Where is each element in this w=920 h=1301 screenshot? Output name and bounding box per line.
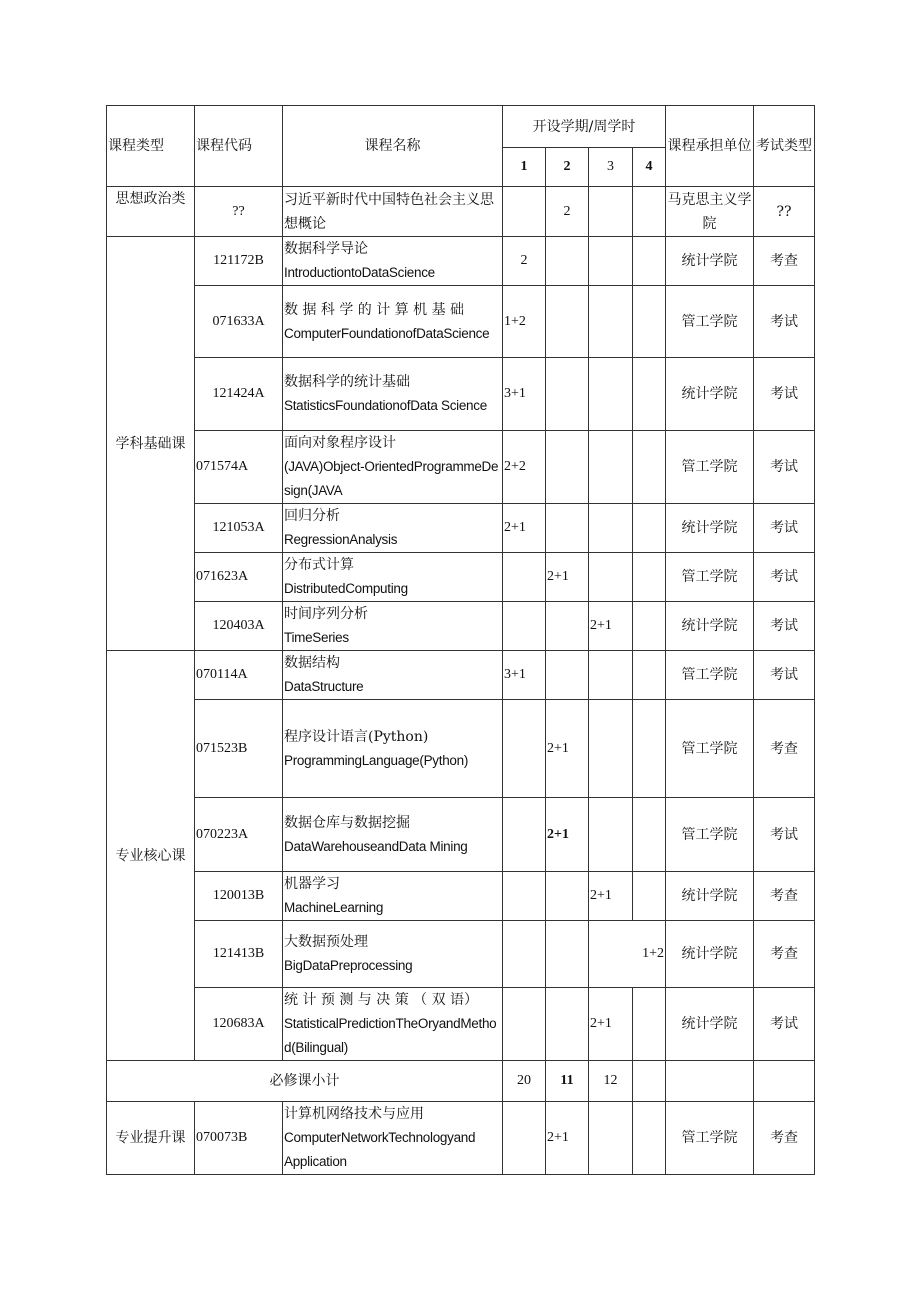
sem3-hours	[589, 286, 633, 358]
header-sem-2: 2	[546, 148, 589, 187]
table-row	[107, 988, 815, 1061]
sem1-hours: 2+2	[503, 431, 546, 504]
unit: 统计学院	[666, 358, 754, 431]
table-row	[107, 921, 815, 988]
category-basic: 学科基础课	[107, 237, 195, 651]
header-sem-4: 4	[633, 148, 666, 187]
course-code: 070073B	[195, 1102, 283, 1175]
course-name: 大数据预处理 BigDataPreprocessing	[283, 921, 503, 988]
exam-type: ??	[754, 187, 815, 237]
table-row	[107, 187, 815, 237]
sem2-hours: 2+1	[546, 553, 589, 602]
sem1-hours: 2	[503, 237, 546, 286]
sem2-hours: 2	[546, 187, 589, 237]
category-politics: 思想政治类	[107, 187, 195, 237]
sem2-hours	[546, 431, 589, 504]
exam-type: 考试	[754, 358, 815, 431]
sem4-hours	[633, 504, 666, 553]
unit: 马克思主义学院	[666, 187, 754, 237]
course-code: 120013B	[195, 872, 283, 921]
sem3-hours: 2+1	[589, 602, 633, 651]
course-name: 计算机网络技术与应用 ComputerNetworkTechnologyand Application	[283, 1102, 503, 1175]
exam-type: 考试	[754, 988, 815, 1061]
sem2-hours	[546, 286, 589, 358]
sem3-hours	[589, 187, 633, 237]
sem3-hours	[589, 798, 633, 872]
course-name: 数据结构 DataStructure	[283, 651, 503, 700]
exam-type: 考试	[754, 286, 815, 358]
course-name: 时间序列分析 TimeSeries	[283, 602, 503, 651]
subtotal-exam	[754, 1061, 815, 1102]
table-row	[107, 602, 815, 651]
subtotal-row	[107, 1061, 815, 1102]
course-code: 120683A	[195, 988, 283, 1061]
course-code: 071574A	[195, 431, 283, 504]
course-name: 数据仓库与数据挖掘 DataWarehouseandData Mining	[283, 798, 503, 872]
exam-type: 考查	[754, 1102, 815, 1175]
unit: 管工学院	[666, 700, 754, 798]
exam-type: 考试	[754, 504, 815, 553]
subtotal-sem3: 12	[589, 1061, 633, 1102]
table-row	[107, 553, 815, 602]
course-code: 071523B	[195, 700, 283, 798]
unit: 管工学院	[666, 1102, 754, 1175]
table-row	[107, 1102, 815, 1175]
course-name: 数 据 科 学 的 计 算 机 基 础 ComputerFoundationofDataScience	[283, 286, 503, 358]
sem1-hours	[503, 921, 546, 988]
sem1-hours	[503, 988, 546, 1061]
unit: 管工学院	[666, 651, 754, 700]
sem3-hours	[589, 553, 633, 602]
sem4-hours	[633, 798, 666, 872]
unit: 管工学院	[666, 798, 754, 872]
header-sem-3: 3	[589, 148, 633, 187]
sem1-hours	[503, 700, 546, 798]
sem1-hours	[503, 798, 546, 872]
sem4-hours	[633, 187, 666, 237]
unit: 统计学院	[666, 237, 754, 286]
sem3-hours	[589, 700, 633, 798]
sem2-hours: 2+1	[546, 1102, 589, 1175]
subtotal-sem1: 20	[503, 1061, 546, 1102]
sem2-hours	[546, 921, 589, 988]
sem3-hours: 2+1	[589, 988, 633, 1061]
header-semester: 开设学期/周学时	[503, 106, 666, 148]
table-row	[107, 237, 815, 286]
exam-type: 考查	[754, 700, 815, 798]
course-name: 习近平新时代中国特色社会主义思想概论	[283, 187, 503, 237]
sem2-hours	[546, 872, 589, 921]
course-name: 数据科学的统计基础 StatisticsFoundationofData Science	[283, 358, 503, 431]
sem3-hours: 1+2	[589, 921, 666, 988]
table-row	[107, 431, 815, 504]
subtotal-label: 必修课小计	[107, 1061, 503, 1102]
sem1-hours	[503, 1102, 546, 1175]
course-name: 面向对象程序设计 (JAVA)Object-OrientedProgrammeDesign(JAVA	[283, 431, 503, 504]
course-code: 121172B	[195, 237, 283, 286]
course-code: 070223A	[195, 798, 283, 872]
sem3-hours	[589, 358, 633, 431]
sem4-hours	[633, 237, 666, 286]
course-name: 分布式计算 DistributedComputing	[283, 553, 503, 602]
sem1-hours	[503, 872, 546, 921]
sem1-hours	[503, 553, 546, 602]
sem1-hours: 3+1	[503, 651, 546, 700]
sem4-hours	[633, 988, 666, 1061]
sem3-hours	[589, 431, 633, 504]
table-row	[107, 358, 815, 431]
exam-type: 考试	[754, 651, 815, 700]
sem2-hours	[546, 651, 589, 700]
exam-type: 考查	[754, 921, 815, 988]
unit: 管工学院	[666, 553, 754, 602]
unit: 统计学院	[666, 872, 754, 921]
category-advanced: 专业提升课	[107, 1102, 195, 1175]
subtotal-sem2: 11	[546, 1061, 589, 1102]
course-code: 121413B	[195, 921, 283, 988]
table-row	[107, 286, 815, 358]
header-code: 课程代码	[195, 106, 283, 187]
course-name: 程序设计语言(Python) ProgrammingLanguage(Python)	[283, 700, 503, 798]
sem3-hours	[589, 1102, 633, 1175]
sem1-hours	[503, 602, 546, 651]
sem4-hours	[633, 286, 666, 358]
unit: 统计学院	[666, 921, 754, 988]
sem3-hours	[589, 237, 633, 286]
sem4-hours	[633, 651, 666, 700]
sem2-hours	[546, 988, 589, 1061]
unit: 统计学院	[666, 988, 754, 1061]
course-name: 回归分析 RegressionAnalysis	[283, 504, 503, 553]
sem4-hours	[633, 872, 666, 921]
course-name: 数据科学导论 IntroductiontoDataScience	[283, 237, 503, 286]
course-name: 统 计 预 测 与 决 策 （ 双 语） StatisticalPredictionTheOryandMethod(Bilingual)	[283, 988, 503, 1061]
table-row	[107, 651, 815, 700]
course-code: 120403A	[195, 602, 283, 651]
exam-type: 考查	[754, 872, 815, 921]
course-code: 121424A	[195, 358, 283, 431]
sem2-hours: 2+1	[546, 700, 589, 798]
course-code: 070114A	[195, 651, 283, 700]
header-unit: 课程承担单位	[666, 106, 754, 187]
course-code: 071633A	[195, 286, 283, 358]
header-name: 课程名称	[283, 106, 503, 187]
sem3-hours	[589, 651, 633, 700]
exam-type: 考试	[754, 798, 815, 872]
sem3-hours	[589, 504, 633, 553]
unit: 管工学院	[666, 286, 754, 358]
unit: 统计学院	[666, 602, 754, 651]
sem1-hours: 3+1	[503, 358, 546, 431]
sem2-hours	[546, 602, 589, 651]
header-type: 课程类型	[107, 106, 195, 187]
subtotal-sem4	[633, 1061, 666, 1102]
sem1-hours: 1+2	[503, 286, 546, 358]
unit: 统计学院	[666, 504, 754, 553]
exam-type: 考试	[754, 431, 815, 504]
sem4-hours	[633, 602, 666, 651]
course-code: 071623A	[195, 553, 283, 602]
table-row	[107, 700, 815, 798]
sem2-hours	[546, 358, 589, 431]
sem2-hours	[546, 237, 589, 286]
sem1-hours: 2+1	[503, 504, 546, 553]
sem2-hours: 2+1	[546, 798, 589, 872]
category-core: 专业核心课	[107, 651, 195, 1061]
sem4-hours	[633, 700, 666, 798]
course-code: ??	[195, 187, 283, 237]
sem3-hours: 2+1	[589, 872, 633, 921]
header-sem-1: 1	[503, 148, 546, 187]
sem4-hours	[633, 1102, 666, 1175]
table-row	[107, 504, 815, 553]
exam-type: 考试	[754, 602, 815, 651]
sem1-hours	[503, 187, 546, 237]
unit: 管工学院	[666, 431, 754, 504]
table-row	[107, 872, 815, 921]
sem2-hours	[546, 504, 589, 553]
course-table	[106, 105, 815, 1175]
sem4-hours	[633, 553, 666, 602]
course-name: 机器学习 MachineLearning	[283, 872, 503, 921]
exam-type: 考试	[754, 553, 815, 602]
header-exam: 考试类型	[754, 106, 815, 187]
course-code: 121053A	[195, 504, 283, 553]
sem4-hours	[633, 358, 666, 431]
exam-type: 考查	[754, 237, 815, 286]
subtotal-unit	[666, 1061, 754, 1102]
table-row	[107, 798, 815, 872]
sem4-hours	[633, 431, 666, 504]
